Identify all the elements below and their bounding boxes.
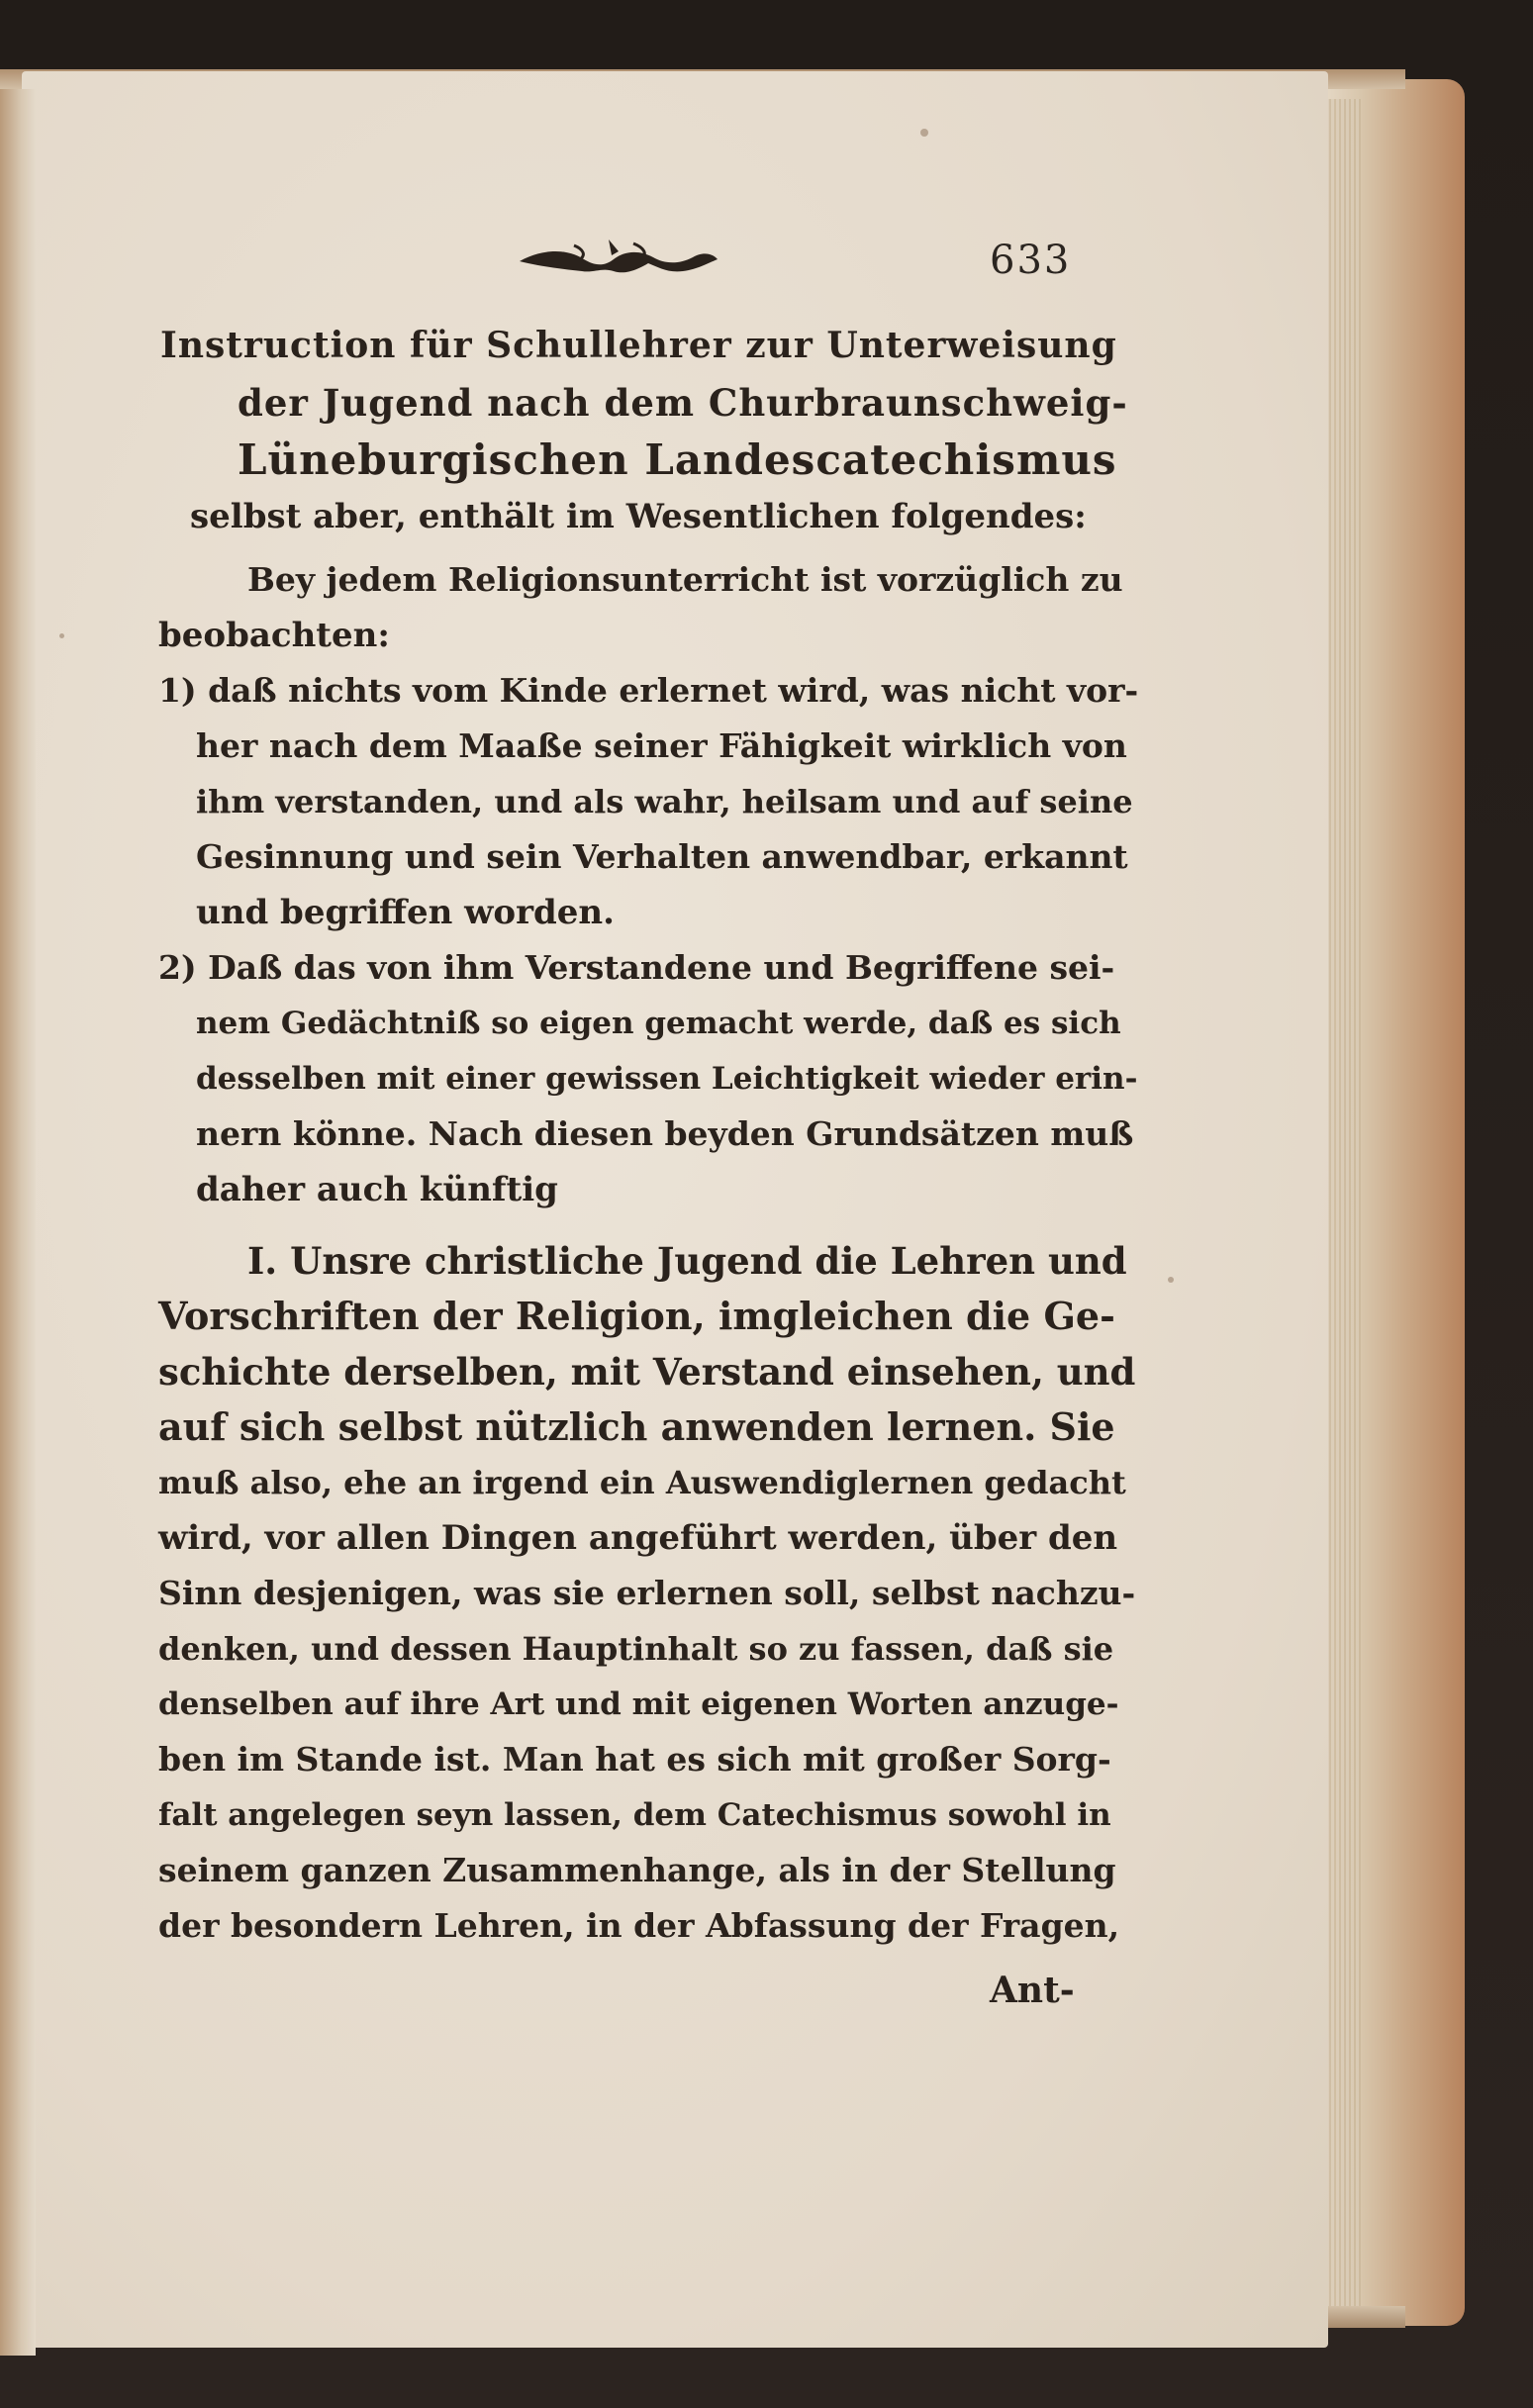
text-line: desselben mit einer gewissen Leichtigkeit wieder erin- [196, 1061, 1138, 1097]
paper-spot [59, 633, 64, 638]
text-line: ben im Stande ist. Man hat es sich mit großer Sorg- [158, 1740, 1111, 1779]
paper-spot [920, 129, 928, 137]
left-page-edge [0, 89, 36, 2356]
text-line: Bey jedem Religionsunterricht ist vorzüglich zu [247, 560, 1123, 599]
text-body [148, 317, 1139, 1954]
text-line: nem Gedächtniß so eigen gemacht werde, daß es sich [196, 1006, 1121, 1041]
heading-line-3: Lüneburgischen Landescatechismus [238, 435, 1117, 484]
catchword: Ant- [990, 1970, 1075, 2011]
text-line: schichte derselben, mit Verstand einsehen, und [158, 1350, 1136, 1394]
text-line: ihm verstanden, und als wahr, heilsam und auf seine [196, 783, 1133, 820]
text-line: 1) daß nichts vom Kinde erlernet wird, was nicht vor- [158, 671, 1139, 710]
text-line: beobachten: [158, 616, 390, 655]
printer-ornament-icon [515, 230, 722, 289]
text-line: seinem ganzen Zusammenhange, als in der Stellung [158, 1851, 1116, 1889]
text-line: falt angelegen seyn lassen, dem Catechismus sowohl in [158, 1797, 1111, 1833]
page-number: 633 [990, 238, 1072, 283]
text-line: wird, vor allen Dingen angeführt werden, über den [158, 1518, 1118, 1558]
text-line: muß also, ehe an irgend ein Auswendiglernen gedacht [158, 1464, 1126, 1501]
paper-spot [1168, 1277, 1174, 1283]
text-line: denken, und dessen Hauptinhalt so zu fassen, daß sie [158, 1630, 1114, 1668]
text-line: 2) Daß das von ihm Verstandene und Begriffene sei- [158, 948, 1115, 987]
text-line: I. Unsre christliche Jugend die Lehren und [247, 1239, 1127, 1283]
text-line: Gesinnung und sein Verhalten anwendbar, erkannt [196, 837, 1128, 876]
text-line: der besondern Lehren, in der Abfassung der Fragen, [158, 1906, 1120, 1945]
text-line: selbst aber, enthält im Wesentlichen folgendes: [190, 497, 1087, 536]
heading-line-2: der Jugend nach dem Churbraunschweig- [238, 381, 1128, 425]
page-header [515, 230, 1079, 299]
text-line: auf sich selbst nützlich anwenden lernen. Sie [158, 1404, 1115, 1449]
heading-line-1: Instruction für Schullehrer zur Unterweisung [160, 325, 1117, 366]
text-line: Sinn desjenigen, was sie erlernen soll, selbst nachzu- [158, 1574, 1136, 1612]
text-line: denselben auf ihre Art und mit eigenen Worten anzuge- [158, 1686, 1119, 1722]
text-line: und begriffen worden. [196, 893, 615, 932]
text-line: Vorschriften der Religion, imgleichen die Ge- [158, 1294, 1115, 1338]
text-line: daher auch künftig [196, 1170, 558, 1209]
text-line: nern könne. Nach diesen beyden Grundsätzen muß [196, 1114, 1134, 1153]
text-line: her nach dem Maaße seiner Fähigkeit wirklich von [196, 726, 1127, 765]
